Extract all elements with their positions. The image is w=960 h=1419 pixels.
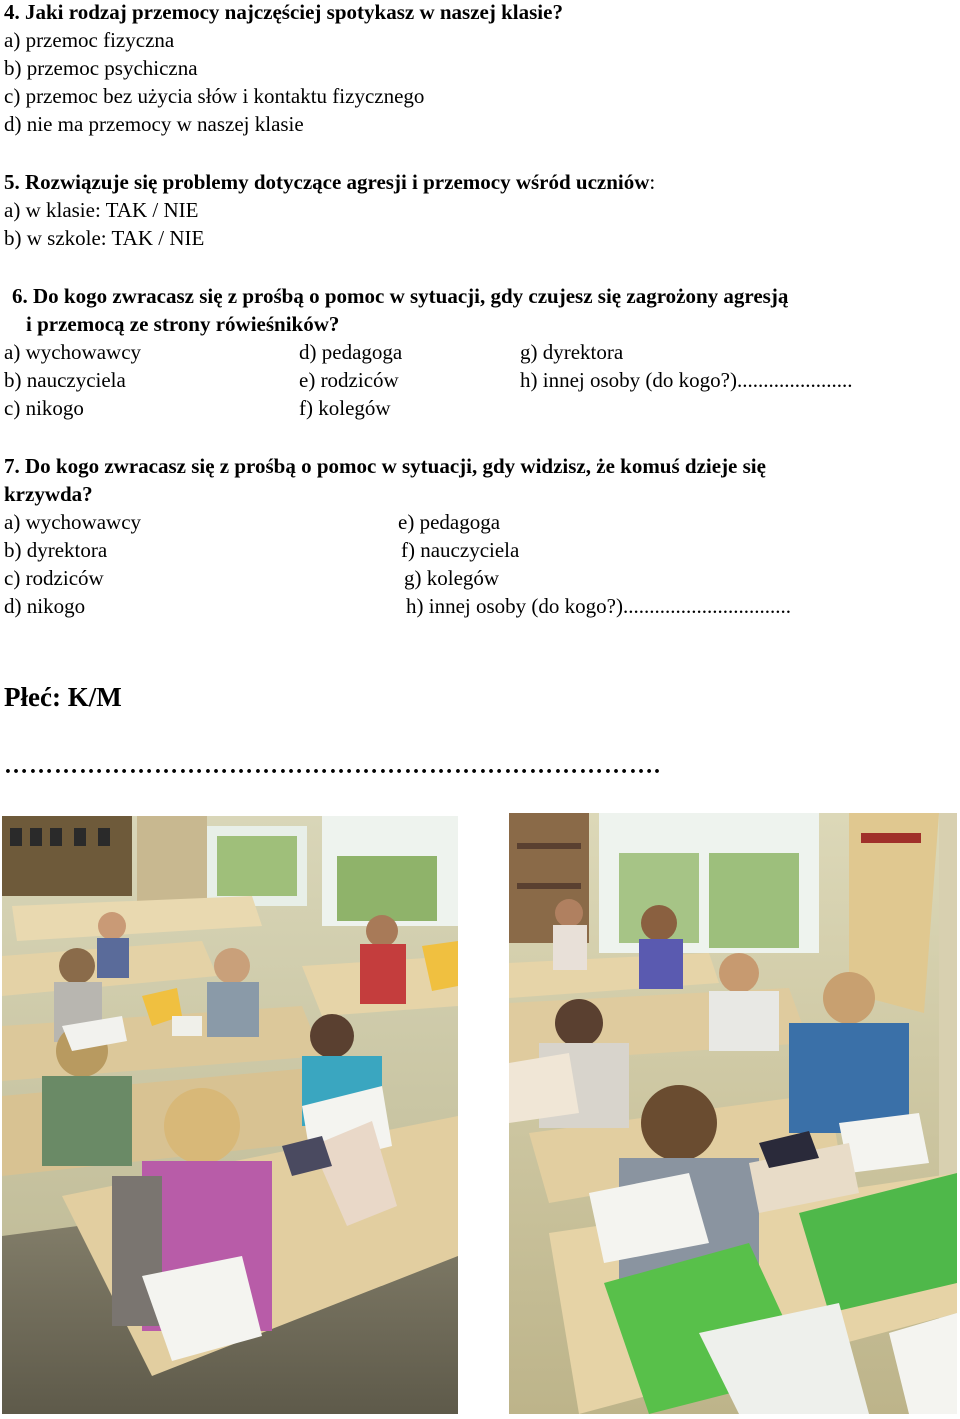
q4-option-c: c) przemoc bez użycia słów i kontaktu fizycznego: [4, 84, 425, 108]
q6-option-h: h) innej osoby (do kogo?)......................: [520, 368, 853, 392]
q4-option-a: a) przemoc fizyczna: [4, 28, 175, 52]
q6-option-g: g) dyrektora: [520, 340, 624, 364]
q4-option-d: d) nie ma przemocy w naszej klasie: [4, 112, 304, 136]
question-7-line1: 7. Do kogo zwracasz się z prośbą o pomoc w sytuacji, gdy widzisz, że komuś dzieje się: [4, 454, 766, 478]
q7-option-h: h) innej osoby (do kogo?)................................: [406, 594, 791, 618]
q7-option-a: a) wychowawcy: [4, 510, 142, 534]
question-5-text: 5. Rozwiązuje się problemy dotyczące agresji i przemocy wśród uczniów: [4, 170, 650, 194]
question-7-line2: krzywda?: [4, 482, 93, 506]
gender-field: Płeć: K/M: [4, 682, 122, 712]
q7-option-b: b) dyrektora: [4, 538, 108, 562]
classroom-photo-right: [509, 813, 957, 1414]
question-4: 4. Jaki rodzaj przemocy najczęściej spotykasz w naszej klasie?: [4, 0, 563, 24]
q6-option-b: b) nauczyciela: [4, 368, 126, 392]
q6-option-f: f) kolegów: [299, 396, 391, 420]
q6-option-d: d) pedagoga: [299, 340, 403, 364]
q7-option-g: g) kolegów: [404, 566, 500, 590]
q7-option-f: f) nauczyciela: [401, 538, 520, 562]
q7-option-e: e) pedagoga: [398, 510, 501, 534]
q5-option-a: a) w klasie: TAK / NIE: [4, 198, 199, 222]
q6-option-e: e) rodziców: [299, 368, 399, 392]
question-5: [4, 168, 655, 196]
q5-option-b: b) w szkole: TAK / NIE: [4, 226, 205, 250]
question-6-line1: 6. Do kogo zwracasz się z prośbą o pomoc w sytuacji, gdy czujesz się zagrożony agresją: [12, 284, 789, 308]
q6-option-a: a) wychowawcy: [4, 340, 142, 364]
classroom-photo-left: [2, 816, 458, 1414]
q6-option-c: c) nikogo: [4, 396, 84, 420]
dotted-answer-line: …………………………………………………………………….: [4, 753, 661, 779]
q7-option-d: d) nikogo: [4, 594, 86, 618]
question-6-line2: i przemocą ze strony rówieśników?: [26, 312, 340, 336]
q4-option-b: b) przemoc psychiczna: [4, 56, 198, 80]
q7-option-c: c) rodziców: [4, 566, 104, 590]
question-5-colon: :: [649, 170, 656, 194]
